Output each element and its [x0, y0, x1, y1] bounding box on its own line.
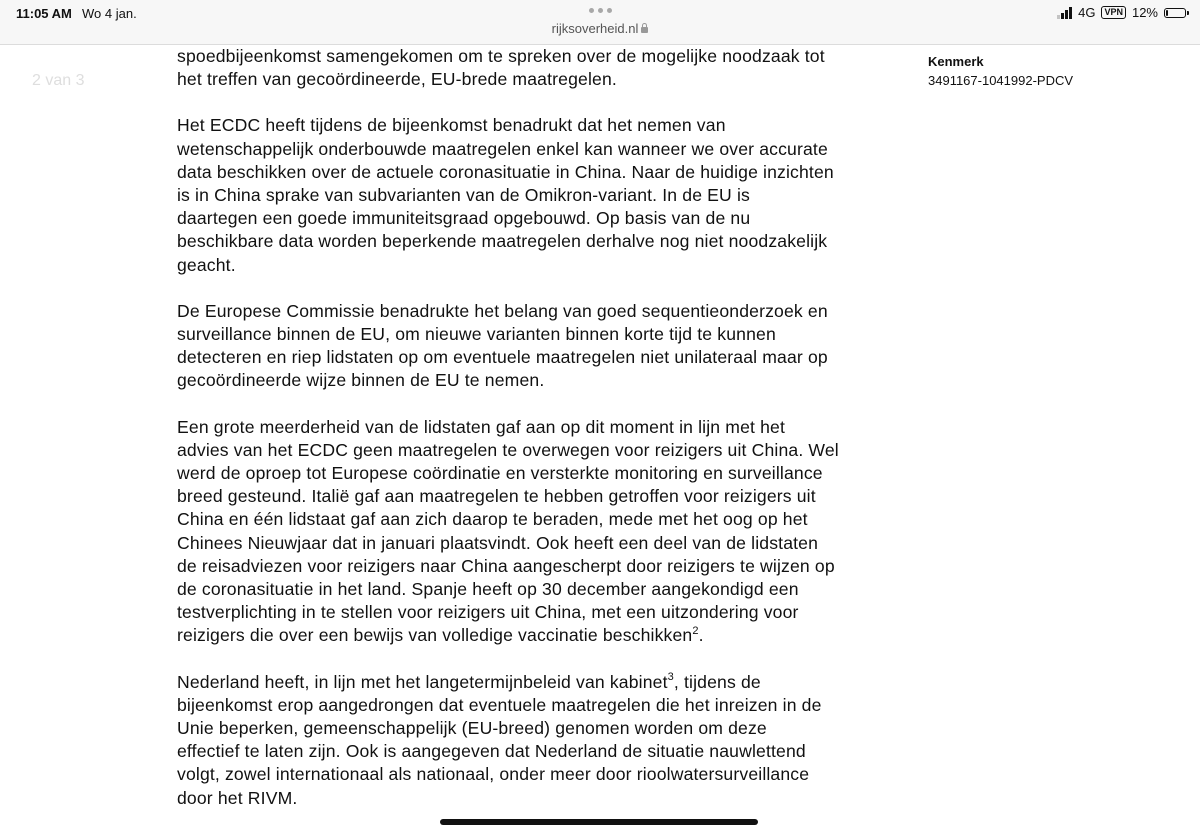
vpn-badge: VPN [1101, 6, 1126, 19]
more-dots-icon[interactable] [589, 8, 612, 13]
paragraph-5 [177, 671, 917, 810]
address-bar[interactable] [0, 21, 1200, 36]
status-date: Wo 4 jan. [82, 6, 137, 21]
battery-percent: 12% [1131, 5, 1158, 20]
kenmerk-label: Kenmerk [928, 54, 984, 69]
network-label: 4G [1078, 5, 1096, 20]
signal-icon [1057, 7, 1072, 19]
paragraph-4-text: Een grote meerderheid van de lidstaten gaf aan op dit moment in lijn met het advies van het ECDC geen maatregelen te overwegen voor reizigers uit China. Wel werd de oproep tot Europese coördinatie en versterkte monitoring en surveillance breed gesteund. Italië gaf aan maatregelen te hebben getroffen voor reizigers uit China en één lidstaat gaf aan zich daarop te beraden, mede met het oog op het Chinees Nieuwjaar dat in januari plaatsvindt. Ook heeft een deel van de lidstaten de reisadviezen voor reizigers naar China aangescherpt door reizigers te wijzen op de coronasituatie in het land. Spanje heeft op 30 december aangekondigd een testverplichting in te stellen voor reizigers uit China, met een uitzondering voor reizigers die over een bewijs van volledige vaccinatie beschikken [177, 416, 839, 646]
paragraph-1: spoedbijeenkomst samengekomen om te spreken over de mogelijke noodzaak tot het treffen van gecoördineerde, EU-brede maatregelen. [177, 46, 825, 90]
status-bar [0, 0, 1200, 45]
paragraph-3: De Europese Commissie benadrukte het belang van goed sequentieonderzoek en surveillance binnen de EU, om nieuwe varianten binnen korte tijd te kunnen detecteren en riep lidstaten op om eventuele maatregelen niet unilateraal maar op gecoördineerde wijze binnen de EU te nemen. [177, 300, 828, 391]
lock-icon [641, 27, 648, 33]
status-time: 11:05 AM [16, 6, 72, 21]
battery-icon [1164, 8, 1186, 18]
paragraph-2: Het ECDC heeft tijdens de bijeenkomst benadrukt dat het nemen van wetenschappelijk onderbouwde maatregelen enkel kan wanneer we over accurate data beschikken over de actuele coronasituatie in China. Naar de huidige inzichten is in China sprake van subvarianten van de Omikron-variant. In de EU is daartegen een goede immuniteitsgraad opgebouwd. Op basis van de nu beschikbare data worden beperkende maatregelen derhalve nog niet noodzakelijk geacht. [177, 115, 834, 275]
paragraph-4-end: . [698, 625, 704, 646]
paragraph-5-start: Nederland heeft, in lijn met het langetermijnbeleid van kabinet [177, 671, 668, 692]
document-body [177, 45, 917, 833]
page-indicator: 2 van 3 [32, 72, 85, 89]
paragraph-5-rest: , tijdens de bijeenkomst erop aangedrongen dat eventuele maatregelen die het inreizen in de Unie beperken, gemeenschappelijk (EU-breed) genomen worden om deze effectief te laten zijn. Ook is aangegeven dat Nederland de situatie nauwlettend volgt, zowel internationaal als nationaal, onder meer door rioolwatersurveillance door het RIVM. [177, 671, 822, 808]
footnote-3-ref[interactable]: 3 [667, 670, 674, 683]
kenmerk-value: 3491167-1041992-PDCV [928, 73, 1074, 88]
home-indicator[interactable] [440, 819, 758, 825]
url-text[interactable]: rijksoverheid.nl [551, 21, 639, 36]
paragraph-4 [177, 416, 917, 648]
footnote-2-ref[interactable]: 2 [692, 624, 699, 637]
status-indicators [1057, 5, 1186, 20]
